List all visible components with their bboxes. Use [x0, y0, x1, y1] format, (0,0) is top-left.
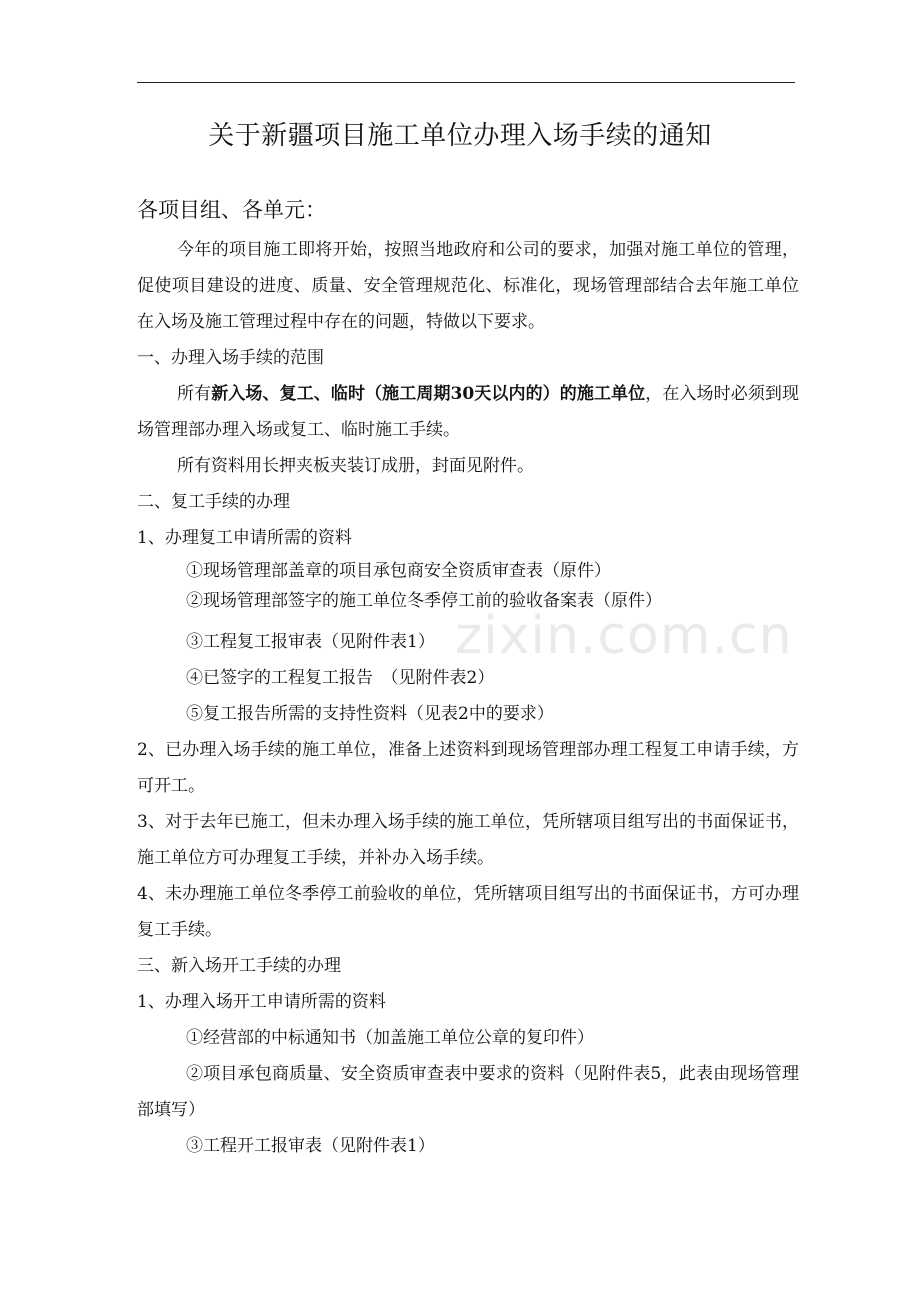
list-item: ③工程开工报审表（见附件表1）	[186, 1136, 435, 1156]
section-2-sub-2: 2、已办理入场手续的施工单位，准备上述资料到现场管理部办理工程复工申请手续，方可开工。	[137, 740, 799, 796]
list-item: ②现场管理部签字的施工单位冬季停工前的验收备案表（原件）	[186, 591, 662, 611]
section-3-sub-1: 1、办理入场开工申请所需的资料	[137, 992, 386, 1012]
section-1-paragraph-1	[137, 376, 799, 448]
salutation: 各项目组、各单元：	[137, 198, 326, 222]
list-item: ①现场管理部盖章的项目承包商安全资质审查表（原件）	[186, 561, 611, 581]
document-body	[137, 232, 799, 1164]
section-3-heading: 三、新入场开工手续的办理	[137, 956, 341, 976]
section-2-sub-4: 4、未办理施工单位冬季停工前验收的单位，凭所辖项目组写出的书面保证书，方可办理复工手续。	[137, 884, 799, 940]
section-2-sub-1: 1、办理复工申请所需的资料	[137, 528, 352, 548]
section-1-heading: 一、办理入场手续的范围	[137, 348, 324, 368]
list-item: ③工程复工报审表（见附件表1）	[186, 632, 435, 652]
section-2-heading: 二、复工手续的办理	[137, 492, 290, 512]
section-2-sub-3: 3、对于去年已施工，但未办理入场手续的施工单位，凭所辖项目组写出的书面保证书，施工单位方可办理复工手续，并补办入场手续。	[137, 812, 799, 868]
text-span: ，在入场时必须到现场管理部办理入场或复工、临时施工手续。	[137, 384, 800, 440]
bold-text: 新入场、复工、临时（施工周期30天以内的）的施工单位	[211, 384, 646, 404]
page-title: 关于新疆项目施工单位办理入场手续的通知	[208, 121, 712, 151]
intro-paragraph: 今年的项目施工即将开始，按照当地政府和公司的要求，加强对施工单位的管理，促使项目建设的进度、质量、安全管理规范化、标准化，现场管理部结合去年施工单位在入场及施工管理过程中存在的问题，特做以下要求。	[137, 240, 799, 332]
list-item: ⑤复工报告所需的支持性资料（见表2中的要求）	[186, 704, 554, 724]
header-rule	[137, 82, 795, 83]
watermark: zixin.com.cn	[455, 606, 793, 666]
list-item: ②项目承包商质量、安全资质审查表中要求的资料（见附件表5，此表由现场管理部填写）	[137, 1064, 799, 1120]
text-span: 所有	[177, 384, 212, 404]
list-item: ①经营部的中标通知书（加盖施工单位公章的复印件）	[186, 1028, 594, 1048]
section-1-paragraph-2: 所有资料用长押夹板夹装订成册，封面见附件。	[177, 456, 534, 476]
list-item: ④已签字的工程复工报告 （见附件表2）	[186, 668, 495, 688]
